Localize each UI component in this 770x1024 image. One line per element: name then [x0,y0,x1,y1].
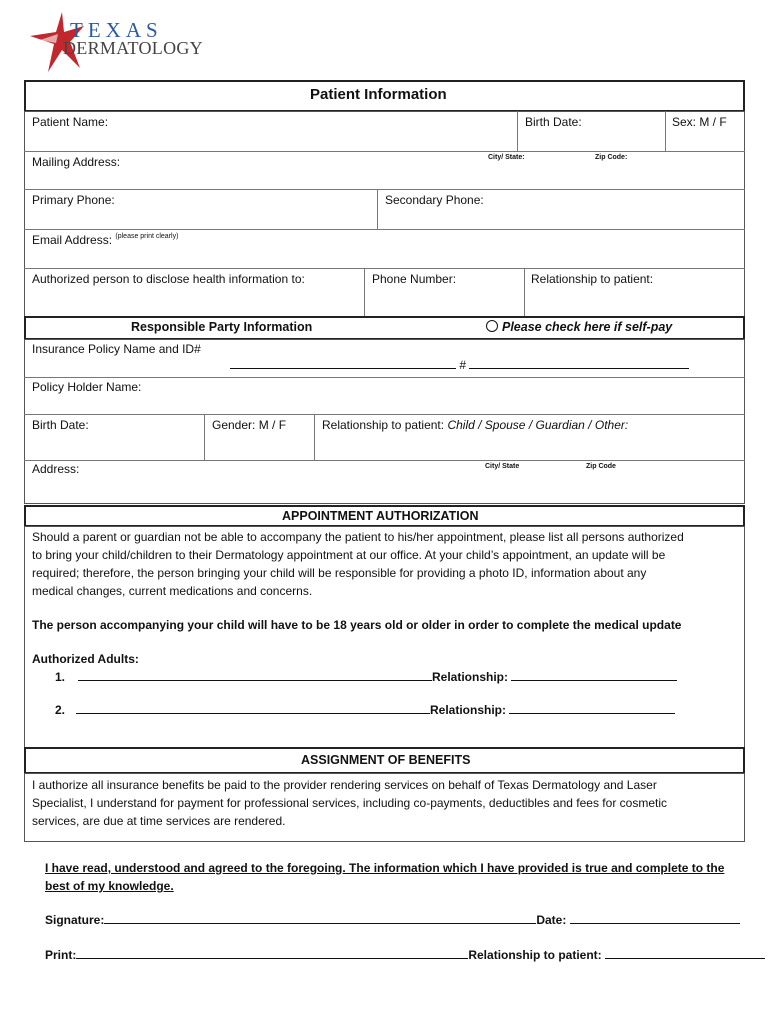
authorized-person-label: Authorized person to disclose health information to: [32,272,305,286]
adult-1-relationship-blank[interactable] [511,670,677,681]
phone-number-label: Phone Number: [372,272,457,286]
adult-1-line [78,670,677,684]
appointment-body-line: medical changes, current medications and concerns. [32,584,313,598]
authorized-adults-label: Authorized Adults: [32,652,139,666]
patient-info-section [24,111,745,317]
benefits-body-line: Specialist, I understand for payment for professional services, including co-payments, deductibles and fees for cosmetic [32,796,667,810]
appointment-body-line: to bring your child/children to their Dermatology appointment at our office. At your child’s appointment, an update will be [32,548,666,562]
responsible-party-title: Responsible Party Information [131,320,313,334]
sex-label: Sex: M / F [672,115,727,129]
self-pay-checkbox[interactable] [486,320,498,332]
row-divider [24,151,745,152]
insurance-line [230,358,689,372]
date-label: Date: [536,913,567,927]
logo-text-texas: TEXAS [70,18,163,42]
row-divider [24,229,745,230]
appointment-body-line: required; therefore, the person bringing your child will be responsible for providing a photo ID, information about any [32,566,647,580]
row-divider [24,460,745,461]
rp-relationship-options: Child / Spouse / Guardian / Other: [447,418,629,432]
appointment-title: APPOINTMENT AUTHORIZATION [282,509,479,523]
print-label: Print: [45,948,77,962]
relationship-label: Relationship to patient: [531,272,654,286]
adult-1-name-blank[interactable] [78,670,432,681]
benefits-body [32,776,742,830]
col-divider [524,268,525,317]
consent-relationship-field[interactable] [605,948,765,959]
adult-2-line [76,703,675,717]
rp-birth-date-label: Birth Date: [32,418,89,432]
appointment-body [32,528,742,600]
rp-zip-label: Zip Code [586,463,616,470]
benefits-title: ASSIGNMENT OF BENEFITS [301,753,471,767]
rp-gender-label: Gender: M / F [212,418,287,432]
city-state-label: City/ State: [488,154,525,161]
consent-statement-line1: I have read, understood and agreed to the foregoing. The information which I have provided is true and complete to the [45,861,725,875]
policy-holder-label: Policy Holder Name: [32,380,142,394]
email-address-label [32,233,178,247]
zip-code-label: Zip Code: [595,154,628,161]
appointment-body-line: Should a parent or guardian not be able to accompany the patient to his/her appointment, please list all persons authorized [32,530,684,544]
secondary-phone-label: Secondary Phone: [385,193,484,207]
rp-address-label: Address: [32,462,80,476]
row-divider [24,377,745,378]
adult-1-number: 1. [55,670,66,684]
rp-relationship-label [322,418,628,432]
row-divider [24,268,745,269]
patient-info-title: Patient Information [310,86,447,103]
mailing-address-label: Mailing Address: [32,155,121,169]
id-hash: # [459,358,467,372]
consent-relationship-label: Relationship to patient: [468,948,602,962]
insurance-id-blank[interactable] [469,358,689,369]
adult-2-relationship-blank[interactable] [509,703,675,714]
col-divider [665,111,666,151]
patient-name-label: Patient Name: [32,115,109,129]
col-divider [364,268,365,317]
birth-date-label: Birth Date: [525,115,582,129]
date-field[interactable] [570,913,740,924]
rp-city-state-label: City/ State [485,463,520,470]
col-divider [204,414,205,460]
logo-text-dermatology: DERMATOLOGY [63,38,203,58]
primary-phone-label: Primary Phone: [32,193,115,207]
benefits-body-line: services, are due at time services are rendered. [32,814,286,828]
signature-row [45,913,740,927]
benefits-body-line: I authorize all insurance benefits be paid to the provider rendering services on behalf of Texas Dermatology and Laser [32,778,657,792]
print-field[interactable] [76,948,468,959]
email-note: (please print clearly) [115,233,179,240]
row-divider [24,414,745,415]
insurance-name-blank[interactable] [230,358,456,369]
rp-relationship-prefix: Relationship to patient: [322,418,445,432]
col-divider [377,189,378,229]
age-notice: The person accompanying your child will have to be 18 years old or older in order to complete the medical update [32,618,682,632]
signature-field[interactable] [104,913,536,924]
col-divider [517,111,518,151]
adult-2-relationship-label: Relationship: [430,703,507,717]
col-divider [314,414,315,460]
consent-statement-line2: best of my knowledge. [45,879,174,893]
adult-2-number: 2. [55,703,66,717]
signature-label: Signature: [45,913,105,927]
self-pay-label: Please check here if self-pay [502,320,673,334]
email-label-text: Email Address: [32,233,113,247]
adult-1-relationship-label: Relationship: [432,670,509,684]
row-divider [24,189,745,190]
print-row [45,948,765,962]
adult-2-name-blank[interactable] [76,703,430,714]
insurance-policy-label: Insurance Policy Name and ID# [32,342,201,356]
